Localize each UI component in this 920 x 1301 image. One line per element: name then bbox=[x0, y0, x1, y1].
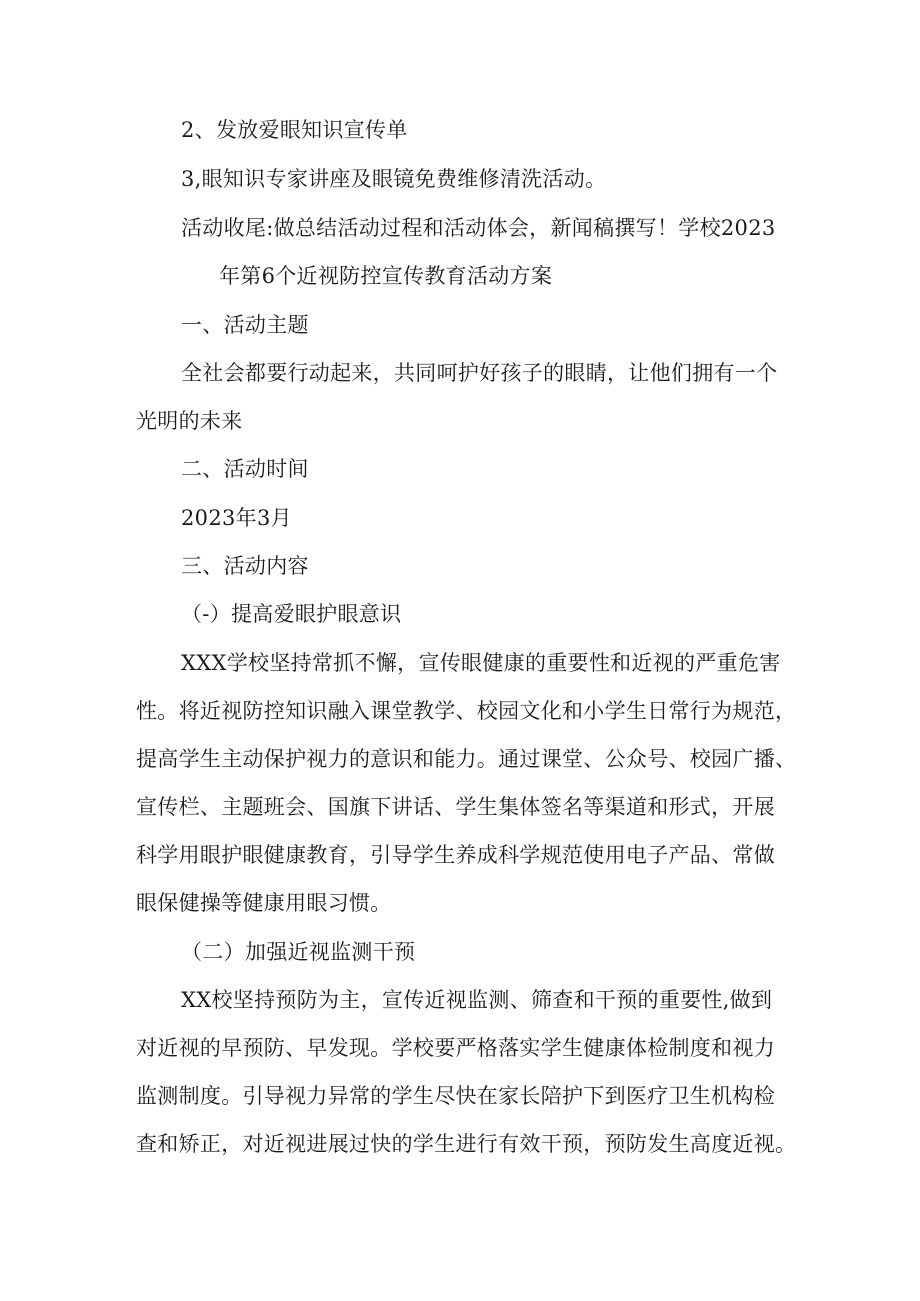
awareness-paragraph-line: 宣传栏、主题班会、国旗下讲话、学生集体签名等渠道和形式，开展 bbox=[136, 795, 775, 819]
subsection-heading-awareness: （-）提高爱眼护眼意识 bbox=[181, 602, 402, 626]
monitoring-paragraph-line: 监测制度。引导视力异常的学生尽快在家长陪护下到医疗卫生机构检 bbox=[136, 1084, 775, 1108]
awareness-paragraph-line: 性。将近视防控知识融入课堂教学、校园文化和小学生日常行为规范， bbox=[136, 699, 797, 723]
theme-paragraph-line: 全社会都要行动起来，共同呵护好孩子的眼睛，让他们拥有一个 bbox=[181, 361, 778, 385]
activity-closing-paragraph: 活动收尾:做总结活动过程和活动体会，新闻稿撰写！学校2023 bbox=[181, 216, 776, 240]
section-heading-time: 二、活动时间 bbox=[181, 457, 309, 481]
section-heading-content: 三、活动内容 bbox=[181, 554, 309, 578]
section-heading-theme: 一、活动主题 bbox=[181, 313, 309, 337]
theme-paragraph-line: 光明的未来 bbox=[136, 409, 243, 433]
monitoring-paragraph-line: 对近视的早预防、早发现。学校要严格落实学生健康体检制度和视力 bbox=[136, 1036, 775, 1060]
list-item-distribute-leaflets: 2、发放爱眼知识宣传单 bbox=[181, 118, 408, 142]
awareness-paragraph-line: 眼保健操等健康用眼习惯。 bbox=[136, 891, 392, 915]
monitoring-paragraph-line: XX校坚持预防为主，宣传近视监测、筛查和干预的重要性,做到 bbox=[181, 988, 773, 1012]
awareness-paragraph-line: 提高学生主动保护视力的意识和能力。通过课堂、公众号、校园广播、 bbox=[136, 747, 797, 771]
monitoring-paragraph-line: 查和矫正，对近视进展过快的学生进行有效干预，预防发生高度近视。 bbox=[136, 1132, 797, 1156]
list-item-expert-lecture: 3,眼知识专家讲座及眼镜免费维修清洗活动。 bbox=[181, 167, 607, 191]
document-title: 年第6个近视防控宣传教育活动方案 bbox=[219, 264, 553, 288]
activity-date: 2023年3月 bbox=[181, 506, 292, 530]
subsection-heading-monitoring: （二）加强近视监测干预 bbox=[181, 940, 416, 964]
awareness-paragraph-line: XXX学校坚持常抓不懈，宣传眼健康的重要性和近视的严重危害 bbox=[181, 651, 781, 675]
awareness-paragraph-line: 科学用眼护眼健康教育，引导学生养成科学规范使用电子产品、常做 bbox=[136, 843, 775, 867]
